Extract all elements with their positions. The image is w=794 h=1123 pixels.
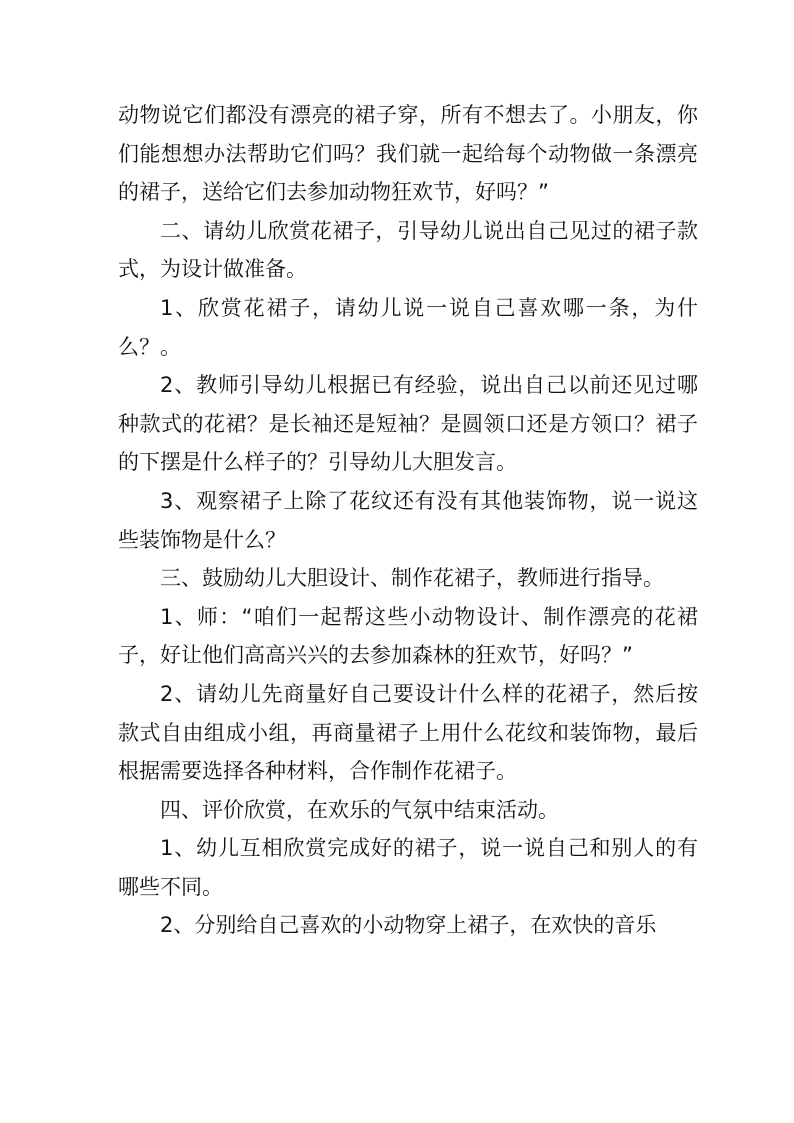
list-item: 1、幼儿互相欣赏完成好的裙子，说一说自己和别人的有哪些不同。 [118,836,698,899]
list-item: 2、请幼儿先商量好自己要设计什么样的花裙子，然后按款式自由组成小组，再商量裙子上用什么花纹和装饰物，最后根据需要选择各种材料，合作制作花裙子。 [118,681,698,784]
list-item: 2、教师引导幼儿根据已有经验，说出自己以前还见过哪种款式的花裙？是长袖还是短袖？是圆领口还是方领口？裙子的下摆是什么样子的？引导幼儿大胆发言。 [118,373,698,475]
list-item: 1、欣赏花裙子，请幼儿说一说自己喜欢哪一条，为什么？。 [118,295,698,359]
section-heading-2: 二、请幼儿欣赏花裙子，引导幼儿说出自己见过的裙子款式，为设计做准备。 [118,218,698,282]
list-item: 1、师：“咱们一起帮这些小动物设计、制作漂亮的花裙子，好让他们高高兴兴的去参加森林的狂欢节，好吗？” [118,604,698,668]
paragraph-continuation: 动物说它们都没有漂亮的裙子穿，所有不想去了。小朋友，你们能想想办法帮助它们吗？我们就一起给每个动物做一条漂亮的裙子，送给它们去参加动物狂欢节，好吗？” [118,103,698,205]
section-heading-4: 四、评价欣赏，在欢乐的气氛中结束活动。 [160,797,559,822]
list-item: 3、观察裙子上除了花纹还有没有其他装饰物，说一说这些装饰物是什么？ [118,488,698,552]
section-heading-3: 三、鼓励幼儿大胆设计、制作花裙子，教师进行指导。 [160,566,664,591]
document-body [118,96,698,945]
list-item: 2、分别给自己喜欢的小动物穿上裙子，在欢快的音乐 [160,913,657,938]
